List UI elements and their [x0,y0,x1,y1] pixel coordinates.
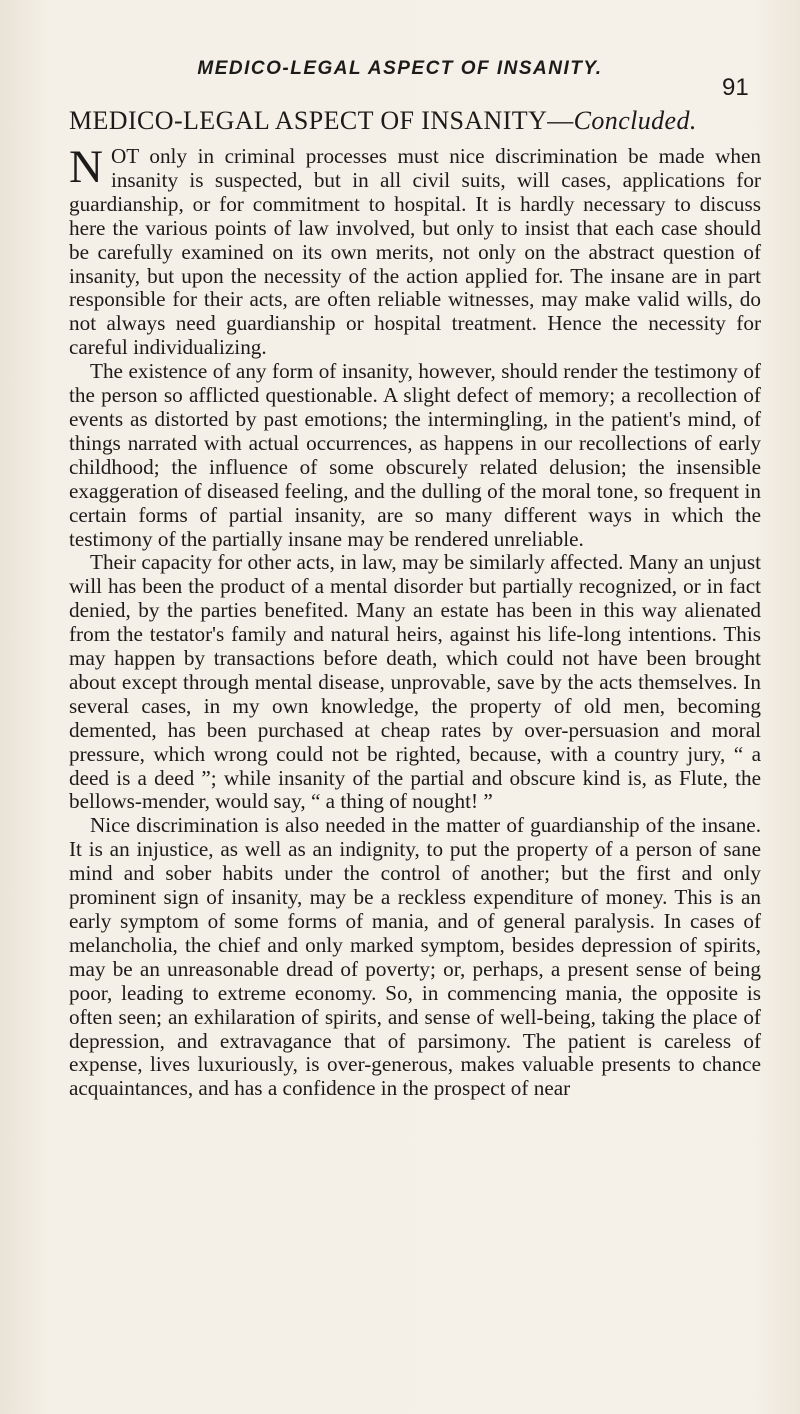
paragraph-text: OT only in criminal processes must nice discrimination be made when insanity is suspected, but in all civil suits, will cases, applications for guardianship, or for commitment to hospital. It is hardly necessary to discuss here the various points of law involved, but only to insist that each case should be carefully examined on its own merits, not only on the abstract question of insanity, but upon the necessity of the action applied for. The insane are in part responsible for their acts, are often reliable witnesses, may make valid wills, do not always need guardianship or hospital treatment. Hence the necessity for careful individualizing. [69,144,761,360]
section-continuation: Concluded. [573,106,697,135]
paragraph [69,141,761,360]
drop-cap: N [69,141,103,193]
section-title: MEDICO-LEGAL ASPECT OF INSANITY— [69,106,574,135]
section-heading [69,106,769,136]
page-number: 91 [722,74,749,101]
paragraph: Their capacity for other acts, in law, may be similarly affected. Many an unjust will has been the product of a mental disorder but partially recognized, or in fact denied, by the parties benefited. Many an estate has been in this way alienated from the testator's family and natural heirs, against his life-long intentions. This may happen by transactions before death, which could not have been brought about except through mental disease, unprovable, save by the acts themselves. In several cases, in my own knowledge, the property of old men, becoming demented, has been purchased at cheap rates by over-persuasion and moral pressure, which wrong could not be righted, because, with a country jury, “ a deed is a deed ”; while insanity of the partial and obscure kind is, as Flute, the bellows-mender, would say, “ a thing of nought! ” [69,550,761,814]
paragraph: The existence of any form of insanity, however, should render the testimony of the person so afflicted questionable. A slight defect of memory; a recollection of events as distorted by past emotions; the intermingling, in the patient's mind, of things narrated with actual occurrences, as happens in our recollections of early childhood; the influence of some obscurely related delusion; the insensible exaggeration of diseased feeling, and the dulling of the moral tone, so frequent in certain forms of partial insanity, are so many different ways in which the testimony of the partially insane may be rendered unreliable. [69,359,761,551]
body-text [69,141,761,1101]
paragraph: Nice discrimination is also needed in the matter of guardianship of the insane. It is an injustice, as well as an indignity, to put the property of a person of sane mind and sober habits under the control of another; but the first and only prominent sign of insanity, may be a reckless expenditure of money. This is an early symptom of some forms of mania, and of general paralysis. In cases of melancholia, the chief and only marked symptom, besides depression of spirits, may be an unreasonable dread of poverty; or, perhaps, a present sense of being poor, leading to extreme economy. So, in commencing mania, the opposite is often seen; an exhilaration of spirits, and sense of well-being, taking the place of depression, and extravagance that of parsimony. The patient is careless of expense, lives luxuriously, is over-generous, makes valuable presents to chance acquaintances, and has a confidence in the prospect of near [69,813,761,1101]
running-head: MEDICO-LEGAL ASPECT OF INSANITY. [197,58,603,79]
